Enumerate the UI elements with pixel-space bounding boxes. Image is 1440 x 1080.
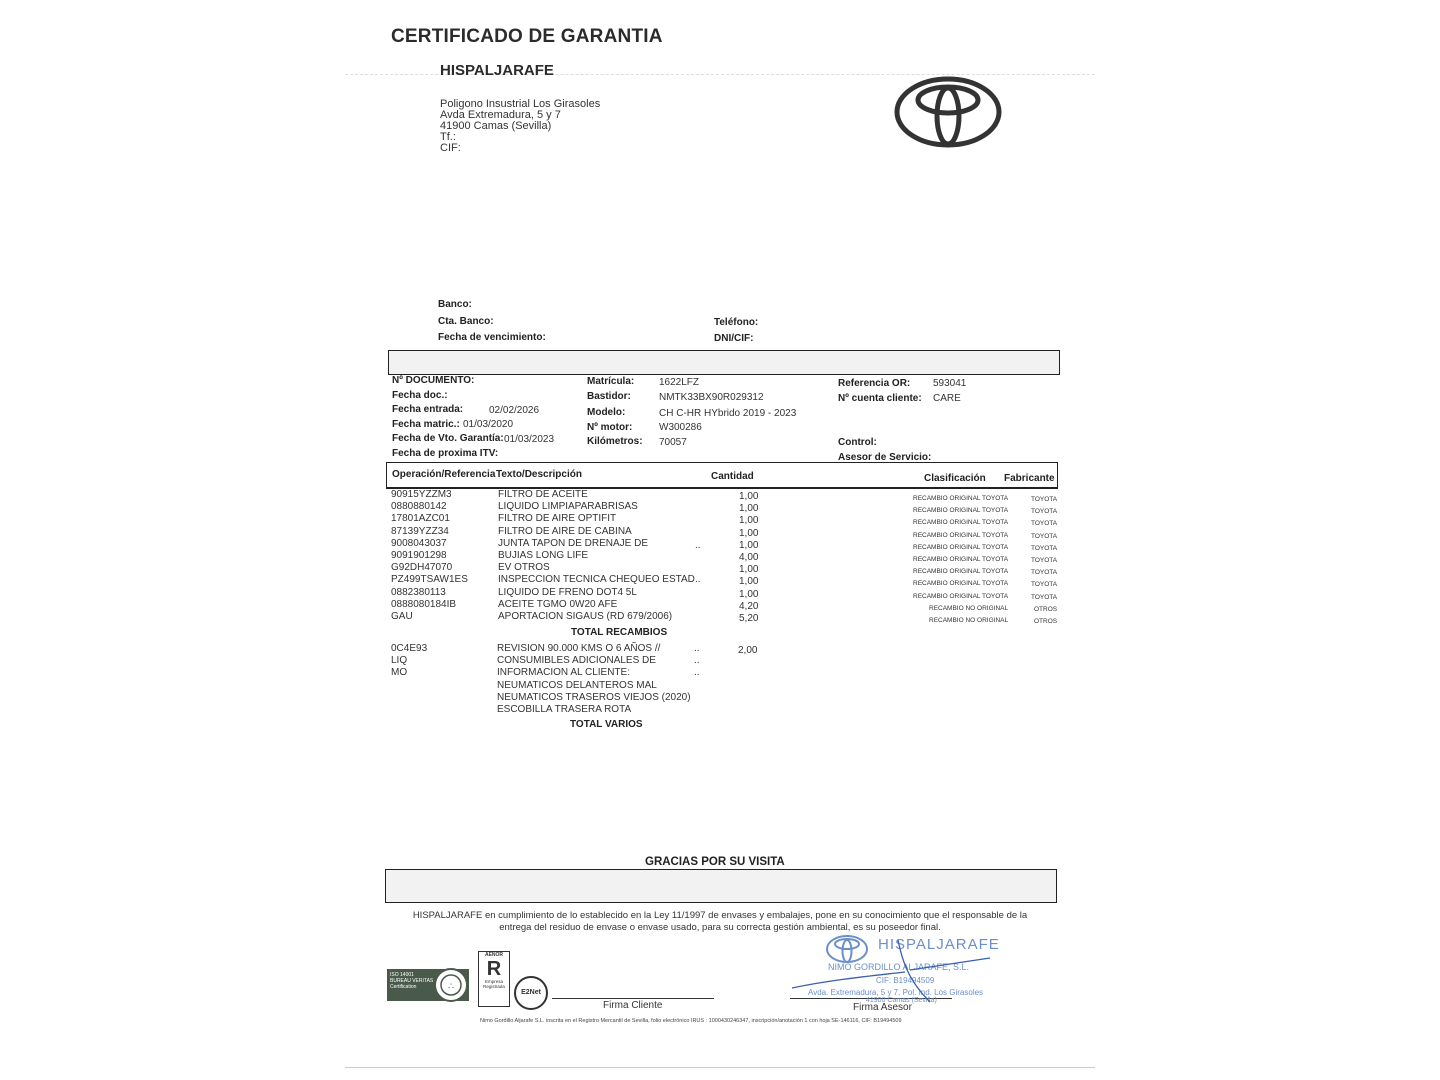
parts-table-body xyxy=(391,489,1061,623)
cta-banco-label: Cta. Banco: xyxy=(438,316,494,327)
row-qty: 1,00 xyxy=(739,539,759,551)
row-dots: .. xyxy=(695,574,701,586)
table-row xyxy=(391,513,1061,528)
document-title: CERTIFICADO DE GARANTIA xyxy=(391,26,663,47)
kilometros-label: Kilómetros: xyxy=(587,436,643,447)
table-row xyxy=(391,538,1061,550)
row-class: RECAMBIO ORIGINAL TOYOTA xyxy=(913,580,1009,588)
fecha-entrada-value: 02/02/2026 xyxy=(489,405,540,416)
row-maker: OTROS xyxy=(1034,605,1058,613)
fecha-vto-label: Fecha de Vto. Garantía: xyxy=(392,433,504,444)
row-class: RECAMBIO ORIGINAL TOYOTA xyxy=(913,519,1009,527)
kilometros-value: 70057 xyxy=(659,437,687,448)
row-maker: TOYOTA xyxy=(1031,581,1058,589)
asesor-label: Asesor de Servicio: xyxy=(838,452,932,463)
row-dots: .. xyxy=(694,655,700,667)
row-maker: TOYOTA xyxy=(1031,496,1058,503)
row-qty: 4,20 xyxy=(739,600,759,612)
row-ref: G92DH47070 xyxy=(391,562,453,574)
aenor-badge xyxy=(478,951,510,1007)
row-class: RECAMBIO ORIGINAL TOYOTA xyxy=(913,568,1009,576)
bastidor-value: NMTK33BX90R029312 xyxy=(659,392,764,403)
table-row xyxy=(391,655,1061,667)
row-qty: 1,00 xyxy=(739,491,759,502)
row-desc: NEUMATICOS TRASEROS VIEJOS (2020) xyxy=(497,691,691,703)
thanks-text: GRACIAS POR SU VISITA xyxy=(645,856,785,868)
address-line: Tf.: xyxy=(440,131,456,143)
row-class: RECAMBIO ORIGINAL TOYOTA xyxy=(913,531,1009,539)
table-row xyxy=(391,562,1061,577)
badge-text: E2Net xyxy=(521,989,541,996)
total-varios-label: TOTAL VARIOS xyxy=(570,719,643,730)
row-class: RECAMBIO ORIGINAL TOYOTA xyxy=(913,543,1009,551)
table-row xyxy=(391,526,1061,538)
table-row xyxy=(391,704,1061,716)
row-desc: APORTACION SIGAUS (RD 679/2006) xyxy=(498,610,673,622)
row-maker: TOYOTA xyxy=(1031,544,1058,552)
row-class: RECAMBIO ORIGINAL TOYOTA xyxy=(913,555,1009,563)
row-desc: CONSUMIBLES ADICIONALES DE xyxy=(497,655,656,667)
badge-letter: R xyxy=(486,958,502,980)
toyota-logo-icon xyxy=(893,76,1003,148)
table-row xyxy=(391,667,1061,679)
fecha-doc-label: Fecha doc.: xyxy=(392,390,448,401)
control-label: Control: xyxy=(838,437,877,448)
row-class: RECAMBIO NO ORIGINAL xyxy=(929,604,1009,612)
row-qty: 4,00 xyxy=(739,551,759,563)
row-ref: LIQ xyxy=(391,655,408,667)
row-maker: TOYOTA xyxy=(1031,569,1058,577)
badge-text: BUREAU VERITAS xyxy=(390,978,434,984)
telefono-label: Teléfono: xyxy=(714,317,759,328)
company-name: HISPALJARAFE xyxy=(440,62,554,79)
varios-table-body xyxy=(391,643,1061,716)
row-dots: .. xyxy=(694,643,700,654)
table-row xyxy=(391,692,1061,704)
row-desc: FILTRO DE AIRE DE CABINA xyxy=(498,525,632,537)
legal-notice: HISPALJARAFE en cumplimiento de lo establecido en la Ley 11/1997 de envases y embalajes, pone en su conocimiento que el responsable de la entrega del residuo de envase o envase usado, para su correcta gestión ambiental, es su poseedor final. xyxy=(412,910,1028,933)
bastidor-label: Bastidor: xyxy=(587,391,631,402)
matricula-label: Matrícula: xyxy=(587,376,635,387)
fecha-matric-value: 01/03/2020 xyxy=(463,419,514,430)
row-maker: TOYOTA xyxy=(1031,556,1058,564)
fecha-vencimiento-label: Fecha de vencimiento: xyxy=(438,332,546,343)
redacted-box xyxy=(388,350,1060,375)
cuenta-cliente-value: CARE xyxy=(933,393,961,404)
row-desc: LIQUIDO LIMPIAPARABRISAS xyxy=(498,501,638,513)
row-dots: .. xyxy=(694,667,700,679)
row-desc: INFORMACION AL CLIENTE: xyxy=(497,667,630,679)
badge-text: ISO 14001 xyxy=(390,972,414,978)
row-ref: 0888080184IB xyxy=(391,598,457,610)
banco-label: Banco: xyxy=(438,299,472,310)
stamp-company: HISPALJARAFE xyxy=(878,936,1000,953)
row-qty: 1,00 xyxy=(739,503,759,515)
row-qty: 1,00 xyxy=(739,576,759,588)
badge-text: Registrada xyxy=(483,984,505,989)
row-ref: 9091901298 xyxy=(391,549,447,561)
row-ref: 0C4E93 xyxy=(391,643,428,654)
row-ref: 0882380113 xyxy=(391,586,446,598)
row-class: RECAMBIO ORIGINAL TOYOTA xyxy=(913,495,1009,502)
address-line: CIF: xyxy=(440,142,461,151)
row-class: RECAMBIO NO ORIGINAL xyxy=(929,616,1009,624)
table-row xyxy=(391,680,1061,692)
table-row xyxy=(391,611,1061,623)
row-maker: TOYOTA xyxy=(1031,520,1058,528)
row-qty: 5,20 xyxy=(739,612,759,624)
signature-scribble-icon xyxy=(790,930,1030,1010)
bureau-veritas-seal-icon xyxy=(433,967,469,1003)
row-class: RECAMBIO ORIGINAL TOYOTA xyxy=(913,592,1009,600)
col-text-header: Texto/Descripción xyxy=(496,469,582,480)
firma-cliente-line xyxy=(552,998,714,999)
row-ref: 9008043037 xyxy=(391,537,447,549)
modelo-label: Modelo: xyxy=(587,407,626,418)
row-desc: JUNTA TAPON DE DRENAJE DE xyxy=(498,537,649,549)
matricula-value: 1622LFZ xyxy=(659,377,700,388)
row-qty: 1,00 xyxy=(739,564,759,576)
page-edge-line xyxy=(345,1067,1095,1068)
row-qty: 1,00 xyxy=(739,515,759,527)
row-desc: BUJIAS LONG LIFE xyxy=(498,549,589,561)
table-row xyxy=(391,643,1061,655)
fecha-itv-label: Fecha de proxima ITV: xyxy=(392,448,499,459)
row-ref: 87139YZZ34 xyxy=(391,525,449,537)
referencia-or-label: Referencia OR: xyxy=(838,378,911,389)
stamp-line: CIF: B19494509 xyxy=(876,976,935,985)
svg-text:∴: ∴ xyxy=(448,982,454,992)
row-desc: NEUMATICOS DELANTEROS MAL xyxy=(497,679,657,691)
redacted-footer-box xyxy=(385,869,1057,903)
row-ref: PZ499TSAW1ES xyxy=(391,574,468,586)
row-ref: 90915YZZM3 xyxy=(391,489,452,500)
table-row xyxy=(391,599,1061,611)
firma-asesor-label: Firma Asesor xyxy=(853,1002,912,1013)
modelo-value: CH C-HR HYbrido 2019 - 2023 xyxy=(659,408,797,419)
row-ref: 17801AZC01 xyxy=(391,513,450,525)
table-row xyxy=(391,587,1061,599)
row-desc: INSPECCION TECNICA CHEQUEO ESTAD xyxy=(498,574,695,586)
motor-value: W300286 xyxy=(659,422,702,433)
motor-label: Nº motor: xyxy=(587,422,633,433)
doc-number-label: Nº DOCUMENTO: xyxy=(392,375,475,386)
badge-text: Empresa xyxy=(484,979,503,984)
row-ref: 0880880142 xyxy=(391,501,447,513)
dni-label: DNI/CIF: xyxy=(714,333,754,344)
fecha-matric-label: Fecha matric.: xyxy=(392,419,460,430)
row-desc: REVISION 90.000 KMS O 6 AÑOS // xyxy=(497,643,661,654)
col-maker-header: Fabricante xyxy=(1004,473,1055,484)
table-row xyxy=(391,501,1061,516)
row-qty: 1,00 xyxy=(739,527,759,539)
col-qty-header: Cantidad xyxy=(711,471,754,482)
address-line: Poligono Insustrial Los Girasoles xyxy=(440,98,601,110)
company-address xyxy=(438,97,638,151)
stamp-line: 41900 Camas (Sevilla) xyxy=(866,997,937,1004)
row-maker: TOYOTA xyxy=(1031,508,1058,516)
table-row xyxy=(391,489,1061,501)
table-row xyxy=(391,574,1061,589)
company-stamp xyxy=(790,930,1030,1010)
address-line: 41900 Camas (Sevilla) xyxy=(440,120,552,132)
row-desc: ACEITE TGMO 0W20 AFE xyxy=(498,598,618,610)
row-qty: 2,00 xyxy=(738,645,758,656)
address-line: Avda Extremadura, 5 y 7 xyxy=(440,109,561,121)
registry-notice: Nimo Gordillo Aljarafe S.L. inscrita en el Registro Mercantil de Sevilla, folio electrónico IRUS : 1000430246347, inscripción/anotación 1 con hoja SE-146116, CIF: B19494509 xyxy=(480,1018,902,1024)
row-maker: TOYOTA xyxy=(1031,593,1058,601)
row-desc: LIQUIDO DE FRENO DOT4 5L xyxy=(498,586,637,598)
fecha-vto-value: 01/03/2023 xyxy=(504,434,555,445)
row-desc: EV OTROS xyxy=(498,562,550,574)
row-qty: 1,00 xyxy=(739,588,759,600)
row-desc: FILTRO DE ACEITE xyxy=(498,489,588,500)
table-row xyxy=(391,550,1061,562)
row-desc: ESCOBILLA TRASERA ROTA xyxy=(497,703,632,715)
total-recambios-label: TOTAL RECAMBIOS xyxy=(571,627,668,638)
row-ref: MO xyxy=(391,667,408,679)
row-ref: GAU xyxy=(391,610,413,622)
col-class-header: Clasificación xyxy=(924,473,986,484)
e2net-badge xyxy=(514,976,548,1010)
col-op-header: Operación/Referencia xyxy=(392,469,496,480)
badge-text: Certification xyxy=(390,984,417,990)
referencia-or-value: 593041 xyxy=(933,378,967,389)
firma-cliente-label: Firma Cliente xyxy=(603,1000,663,1011)
cuenta-cliente-label: Nº cuenta cliente: xyxy=(838,393,922,404)
row-desc: FILTRO DE AIRE OPTIFIT xyxy=(498,513,617,525)
stamp-line: Avda. Extremadura, 5 y 7. Pol. Ind. Los Girasoles xyxy=(808,988,984,997)
row-maker: TOYOTA xyxy=(1031,532,1058,540)
bureau-veritas-badge xyxy=(387,969,469,1001)
stamp-line: NIMO GORDILLO ALJARAFE, S.L. xyxy=(828,962,970,972)
fecha-entrada-label: Fecha entrada: xyxy=(392,404,464,415)
row-class: RECAMBIO ORIGINAL TOYOTA xyxy=(913,507,1009,515)
row-maker: OTROS xyxy=(1034,617,1058,625)
row-dots: .. xyxy=(695,539,701,551)
badge-text: AENOR xyxy=(484,952,504,958)
